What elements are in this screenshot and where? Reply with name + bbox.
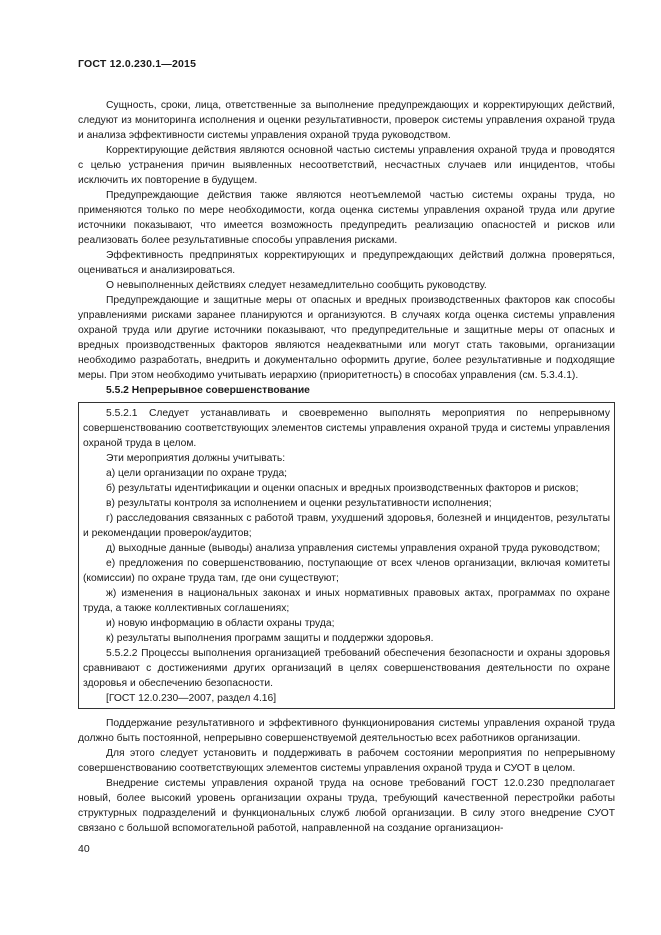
quote-paragraph: 5.5.2.2 Процессы выполнения организацией требований обеспечения безопасности и охраны здоровья сравнивают с достижениями других организаций в целях совершенствования деятельности по охране здоровья и обеспечению безопасности. xyxy=(83,648,610,689)
page-number: 40 xyxy=(78,843,90,855)
intro-paragraph: Корректирующие действия являются основной частью системы управления охраной труда и проводятся с целью устранения причин выявленных несоответствий, несчастных случаев или инцидентов, чтобы исключить их повторение в будущем. xyxy=(78,145,615,186)
quote-list-item: ж) изменения в национальных законах и иных нормативных правовых актах, программах по охране труда, а также коллективных соглашениях; xyxy=(83,588,610,614)
quote-paragraph: 5.5.2.1 Следует устанавливать и своевременно выполнять мероприятия по непрерывному совершенствованию соответствующих элементов системы управления охраной труда и системы управления охраной труда в целом. xyxy=(83,408,610,449)
intro-paragraph: Сущность, сроки, лица, ответственные за выполнение предупреждающих и корректирующих действий, следуют из мониторинга исполнения и оценки результативности, проверок системы управления охраной труда и анализа эффективности системы управления охраной труда руководством. xyxy=(78,100,615,141)
quote-paragraph: Эти мероприятия должны учитывать: xyxy=(106,453,286,464)
quote-list-item: г) расследования связанных с работой травм, ухудшений здоровья, болезней и инцидентов, результаты и рекомендации проверок/аудитов; xyxy=(83,513,610,539)
closing-paragraph: Поддержание результативного и эффективного функционирования системы управления охраной труда должно быть постоянной, непрерывно совершенствуемой деятельностью всех работников организации. xyxy=(78,718,615,744)
quote-list-item: а) цели организации по охране труда; xyxy=(106,468,288,479)
section-title: 5.5.2 Непрерывное совершенствование xyxy=(106,385,310,396)
quote-list-item: и) новую информацию в области охраны труда; xyxy=(106,618,335,629)
quote-reference: [ГОСТ 12.0.230—2007, раздел 4.16] xyxy=(106,693,277,704)
intro-paragraph: Предупреждающие действия также являются неотъемлемой частью системы охраны труда, но применяются только по мере необходимости, когда оценка системы управления охраной труда или другие источники показывают, что имеется возможность предупредить реализацию опасностей и рисков или реализовать более результативные способы управления рисками. xyxy=(78,190,615,246)
intro-paragraph: Предупреждающие и защитные меры от опасных и вредных производственных факторов как способы управлениями рисками заранее планируются и организуются. В случаях когда оценка системы управления охраной труда или другие источники показывают, что предупредительные и защитные меры от опасных и вредных производственных факторов являются неадекватными или могут стать таковыми, организации необходимо разработать, внедрить и документально оформить другие, более результативные и подходящие меры. При этом необходимо учитывать иерархию (приоритетность) в способах управления (см. 5.3.4.1). xyxy=(78,295,615,381)
quote-list-item: к) результаты выполнения программ защиты и поддержки здоровья. xyxy=(106,633,434,644)
intro-paragraph: О невыполненных действиях следует незамедлительно сообщить руководству. xyxy=(106,280,487,291)
page-content xyxy=(78,98,615,836)
document-header: ГОСТ 12.0.230.1—2015 xyxy=(78,58,197,70)
quote-list-item: д) выходные данные (выводы) анализа управления системы управления охраной труда руководством; xyxy=(106,543,601,554)
closing-paragraph: Внедрение системы управления охраной труда на основе требований ГОСТ 12.0.230 предполагает новый, более высокий уровень организации охраны труда, требующий качественной перестройки работы структурных подразделений и функциональных служб любой организации. В силу этого внедрение СУОТ связано с большой вспомогательной работой, направленной на создание организацион- xyxy=(78,778,615,834)
intro-paragraph: Эффективность предпринятых корректирующих и предупреждающих действий должна проверяться, оцениваться и анализироваться. xyxy=(78,250,615,276)
quote-list-item: е) предложения по совершенствованию, поступающие от всех членов организации, включая комитеты (комиссии) по охране труда там, где они существуют; xyxy=(83,558,610,584)
quote-list-item: в) результаты контроля за исполнением и оценки результативности исполнения; xyxy=(106,498,492,509)
closing-paragraph: Для этого следует установить и поддерживать в рабочем состоянии мероприятия по непрерывному совершенствованию соответствующих элементов системы управления охраной труда и СУОТ в целом. xyxy=(78,748,615,774)
quoted-standard-box xyxy=(78,402,615,709)
quote-list-item: б) результаты идентификации и оценки опасных и вредных производственных факторов и рисков; xyxy=(106,483,579,494)
